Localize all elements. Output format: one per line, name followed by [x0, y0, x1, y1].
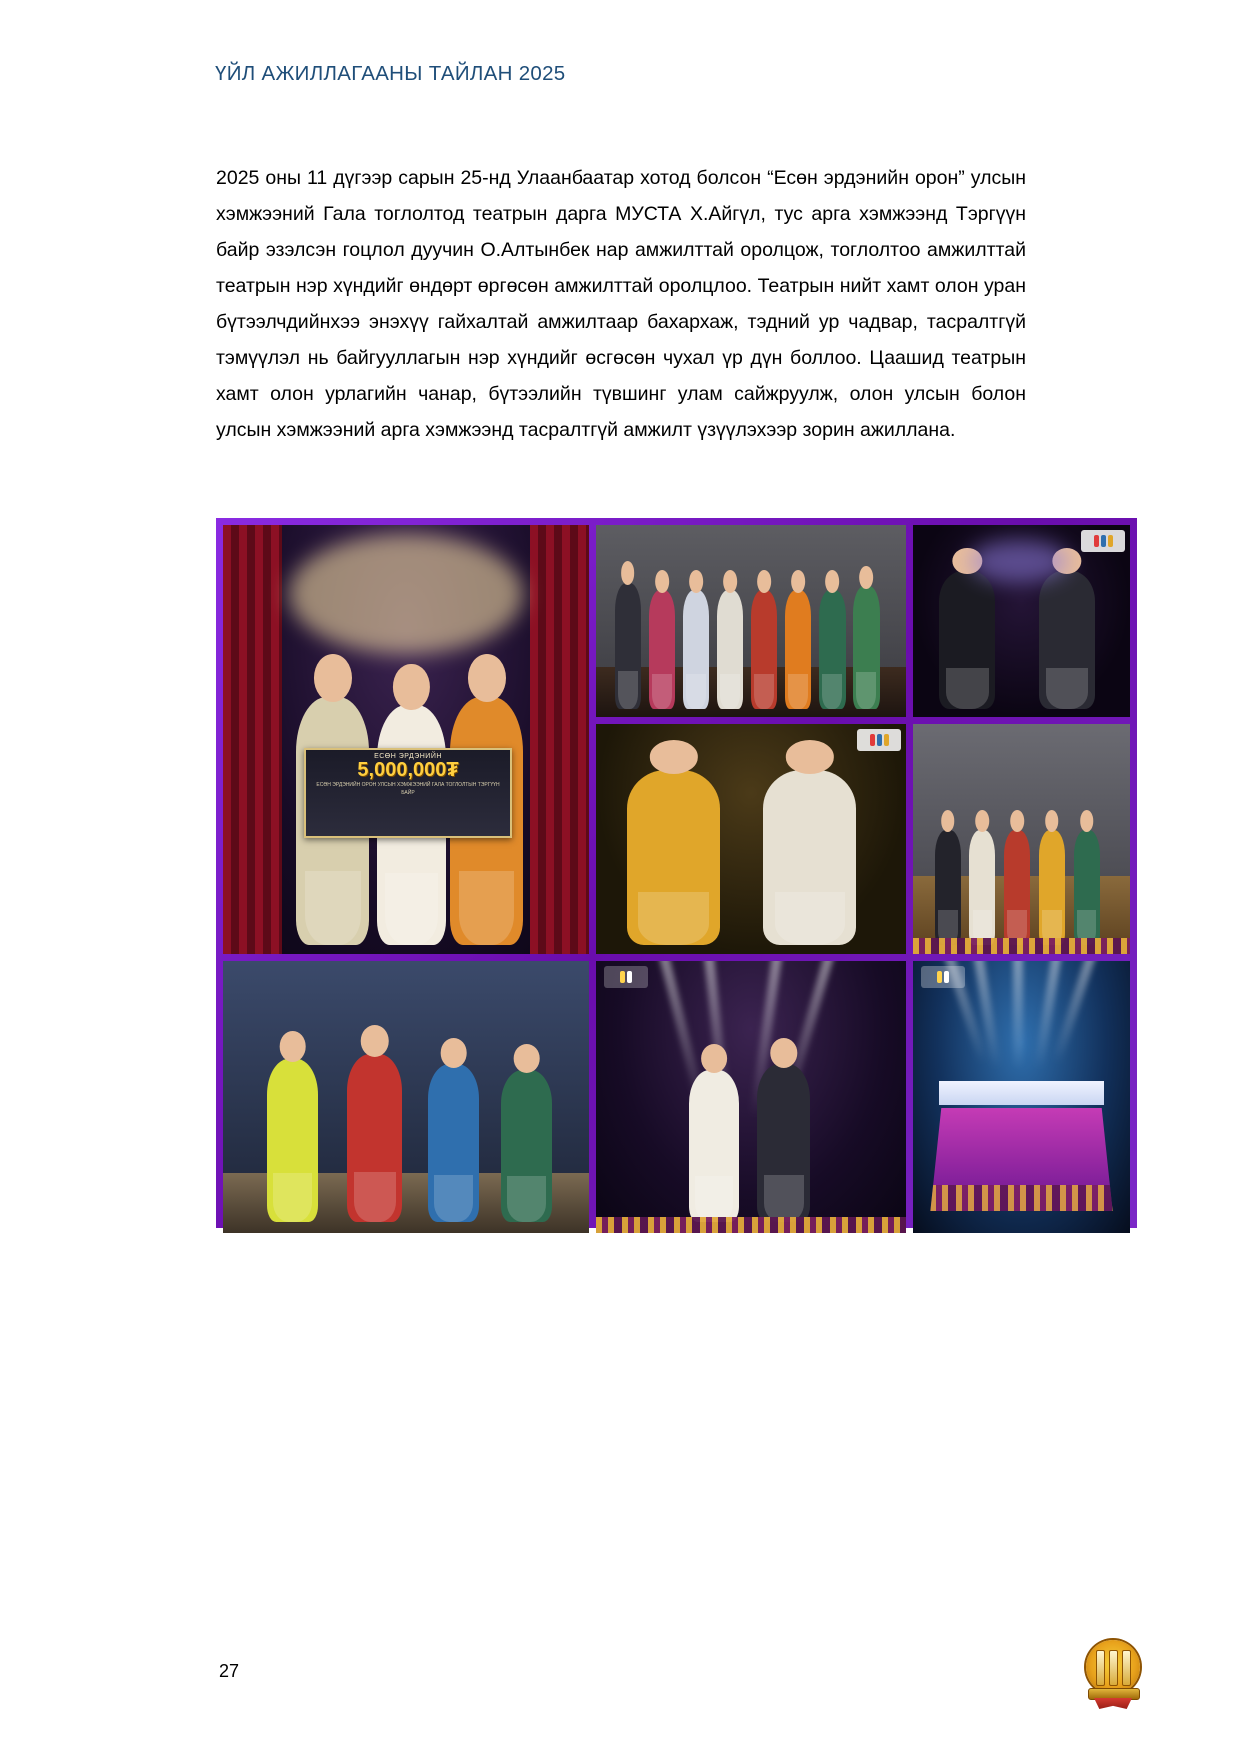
- page-number: 27: [219, 1661, 240, 1681]
- emblem-column: [1109, 1650, 1118, 1686]
- emblem-column: [1096, 1650, 1105, 1686]
- photo-4-arena-performers: [913, 724, 1130, 954]
- prize-cheque: [304, 748, 513, 838]
- figure: [751, 590, 777, 709]
- stage-badge: [604, 966, 648, 988]
- photo-8-stage-platform: [930, 1108, 1112, 1211]
- figure: [683, 590, 709, 709]
- stage-badge: [921, 966, 965, 988]
- photo-7-duo-purple-stage: [596, 961, 906, 1233]
- photo-3-spotlight: [969, 540, 1069, 582]
- figure: [501, 1070, 552, 1222]
- photo-4-ornament-band: [913, 938, 1130, 954]
- light-beam: [1013, 961, 1023, 1070]
- figure: [428, 1064, 479, 1222]
- photo-2-curtain-left: [223, 525, 282, 954]
- event-logo-badge: [1081, 530, 1125, 552]
- emblem-column: [1122, 1650, 1131, 1686]
- figure: [819, 590, 845, 709]
- figure: [689, 1070, 739, 1222]
- figure: [763, 770, 856, 945]
- figure: [649, 590, 675, 709]
- figure: [935, 830, 961, 945]
- figure: [785, 590, 811, 709]
- prize-event-label: ЕСӨН ЭРДЭНИЙН: [374, 753, 442, 761]
- figure: [1039, 571, 1095, 709]
- figure: [1074, 830, 1100, 945]
- figure: [757, 1064, 810, 1222]
- figure: [615, 583, 641, 710]
- figure: [939, 571, 995, 709]
- body-paragraph: 2025 оны 11 дүгээр сарын 25-нд Улаанбаатар хотод болсон “Есөн эрдэнийн орон” улсын хэмжээний Гала тоглолтод театрын дарга МУСТА Х.Айгүл, тус арга хэмжээнд Тэргүүн байр эзэлсэн гоцлол дуучин О.Алтынбек нар амжилттай оролцож, тоглолтоо амжилттай театрын нэр хүндийг өндөрт өргөсөн амжилттай оролцлоо. Театрын нийт хамт олон уран бүтээлчдийнхээ энэхүү гайхалтай амжилтаар бахархаж, тэдний ур чадвар, тасралтгүй тэмүүлэл нь байгууллагын нэр хүндийг өсгөсөн чухал үр дүн боллоо. Цаашид театрын хамт олон урлагийн чанар, бүтээлийн түвшинг улам сайжруулж, олон улсын болон улсын хэмжээний арга хэмжээнд тасралтгүй амжилт үзүүлэхээр зорин ажиллана.: [216, 167, 1026, 441]
- photo-7-ornament-band: [596, 1217, 906, 1233]
- photo-7-stage: [596, 961, 906, 1233]
- figure: [717, 590, 743, 709]
- event-logo-badge: [857, 729, 901, 751]
- photo-2-spotlight: [289, 534, 523, 654]
- figure: [347, 1054, 402, 1223]
- photo-8-performer-row: [939, 1081, 1104, 1105]
- photo-2-award-winners: [223, 525, 589, 954]
- emblem-ribbon: [1094, 1698, 1132, 1709]
- prize-amount: 5,000,000₮: [357, 759, 459, 782]
- figure: [1039, 830, 1065, 945]
- figure: [969, 830, 995, 945]
- photo-collage: [216, 518, 1137, 1228]
- figure: [267, 1059, 318, 1222]
- photo-8-ornament-band: [930, 1185, 1112, 1211]
- state-emblem-icon: [1082, 1634, 1144, 1712]
- photo-3-two-singers: [913, 525, 1130, 717]
- figure: [627, 770, 720, 945]
- photo-8-gala-stage-wide: [913, 961, 1130, 1233]
- figure: [1004, 830, 1030, 945]
- page-header-title: ҮЙЛ АЖИЛЛАГААНЫ ТАЙЛАН 2025: [215, 62, 566, 85]
- photo-6-female-soloists: [596, 724, 906, 954]
- photo-1-backstage-group: [596, 525, 906, 717]
- photo-2-curtain-right: [530, 525, 589, 954]
- prize-note: ЕСӨН ЭРДЭНИЙН ОРОН УЛСЫН ХЭМЖЭЭНИЙ ГАЛА ТОГЛОЛТЫН ТЭРГҮҮН БАЙР: [316, 782, 500, 796]
- figure: [853, 586, 879, 709]
- photo-5-dancers: [223, 961, 589, 1233]
